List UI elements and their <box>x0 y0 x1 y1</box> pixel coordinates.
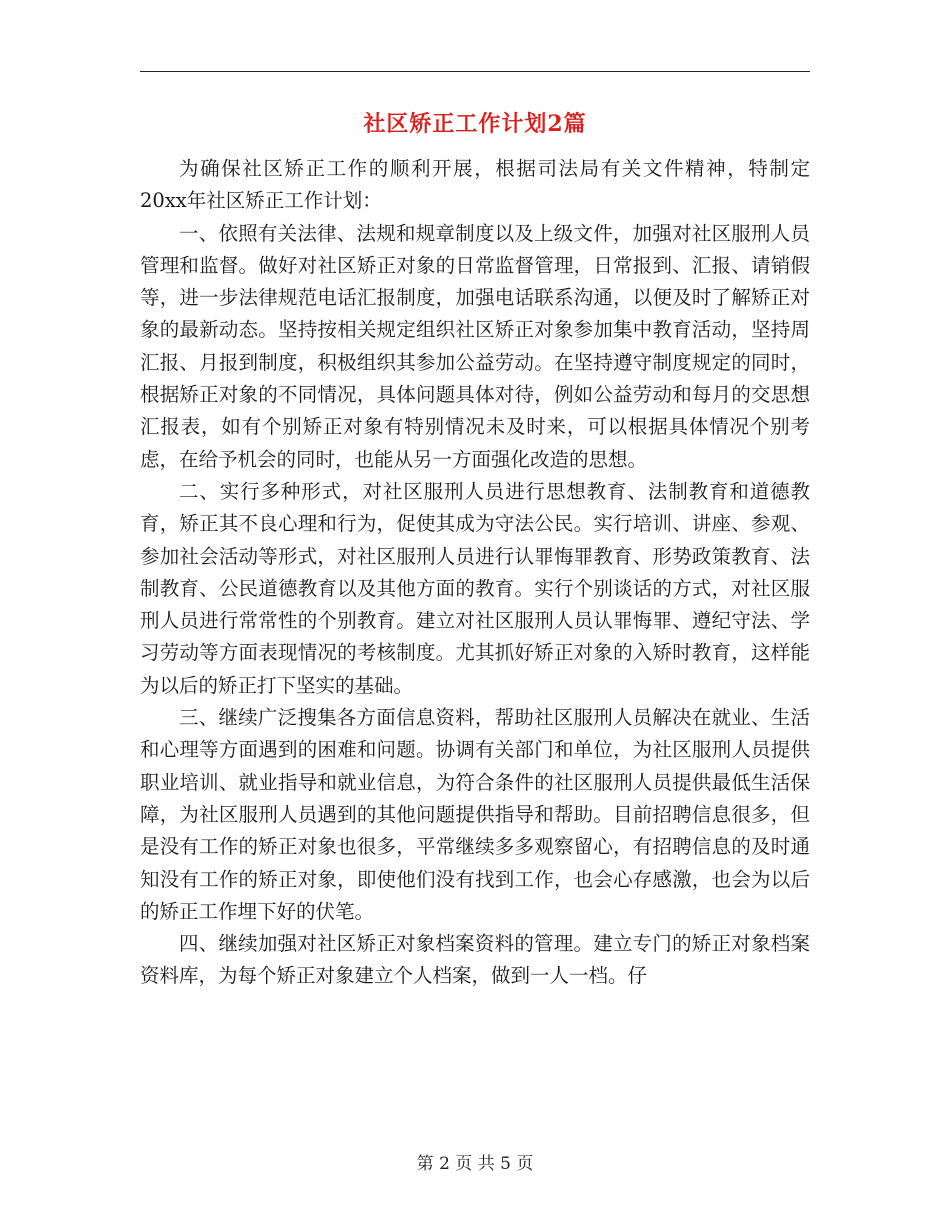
document-body <box>140 153 810 993</box>
header-rule <box>140 71 810 72</box>
paragraph-section-2: 二、实行多种形式，对社区服刑人员进行思想教育、法制教育和道德教育，矫正其不良心理和行为，促使其成为守法公民。实行培训、讲座、参观、参加社会活动等形式，对社区服刑人员进行认罪悔罪教育、形势政策教育、法制教育、公民道德教育以及其他方面的教育。实行个别谈话的方式，对社区服刑人员进行常常性的个别教育。建立对社区服刑人员认罪悔罪、遵纪守法、学习劳动等方面表现情况的考核制度。尤其抓好矫正对象的入矫时教育，这样能为以后的矫正打下坚实的基础。 <box>140 479 810 697</box>
paragraph-section-4: 四、继续加强对社区矫正对象档案资料的管理。建立专门的矫正对象档案资料库，为每个矫正对象建立个人档案，做到一人一档。仔 <box>140 932 810 988</box>
page-number-footer: 第 2 页 共 5 页 <box>416 1154 534 1174</box>
paragraph-intro: 为确保社区矫正工作的顺利开展，根据司法局有关文件精神，特制定20xx年社区矫正工作计划： <box>140 157 810 213</box>
document-title: 社区矫正工作计划2篇 <box>363 111 587 137</box>
paragraph-section-1: 一、依照有关法律、法规和规章制度以及上级文件，加强对社区服刑人员管理和监督。做好对社区矫正对象的日常监督管理，日常报到、汇报、请销假等，进一步法律规范电话汇报制度，加强电话联系沟通，以便及时了解矫正对象的最新动态。坚持按相关规定组织社区矫正对象参加集中教育活动，坚持周汇报、月报到制度，积极组织其参加公益劳动。在坚持遵守制度规定的同时，根据矫正对象的不同情况，具体问题具体对待，例如公益劳动和每月的交思想汇报表，如有个别矫正对象有特别情况未及时来，可以根据具体情况个别考虑，在给予机会的同时，也能从另一方面强化改造的思想。 <box>140 221 810 471</box>
paragraph-section-3: 三、继续广泛搜集各方面信息资料，帮助社区服刑人员解决在就业、生活和心理等方面遇到的困难和问题。协调有关部门和单位，为社区服刑人员提供职业培训、就业指导和就业信息，为符合条件的社区服刑人员提供最低生活保障，为社区服刑人员遇到的其他问题提供指导和帮助。目前招聘信息很多，但是没有工作的矫正对象也很多，平常继续多多观察留心，有招聘信息的及时通知没有工作的矫正对象，即使他们没有找到工作，也会心存感激，也会为以后的矫正工作埋下好的伏笔。 <box>140 706 810 923</box>
